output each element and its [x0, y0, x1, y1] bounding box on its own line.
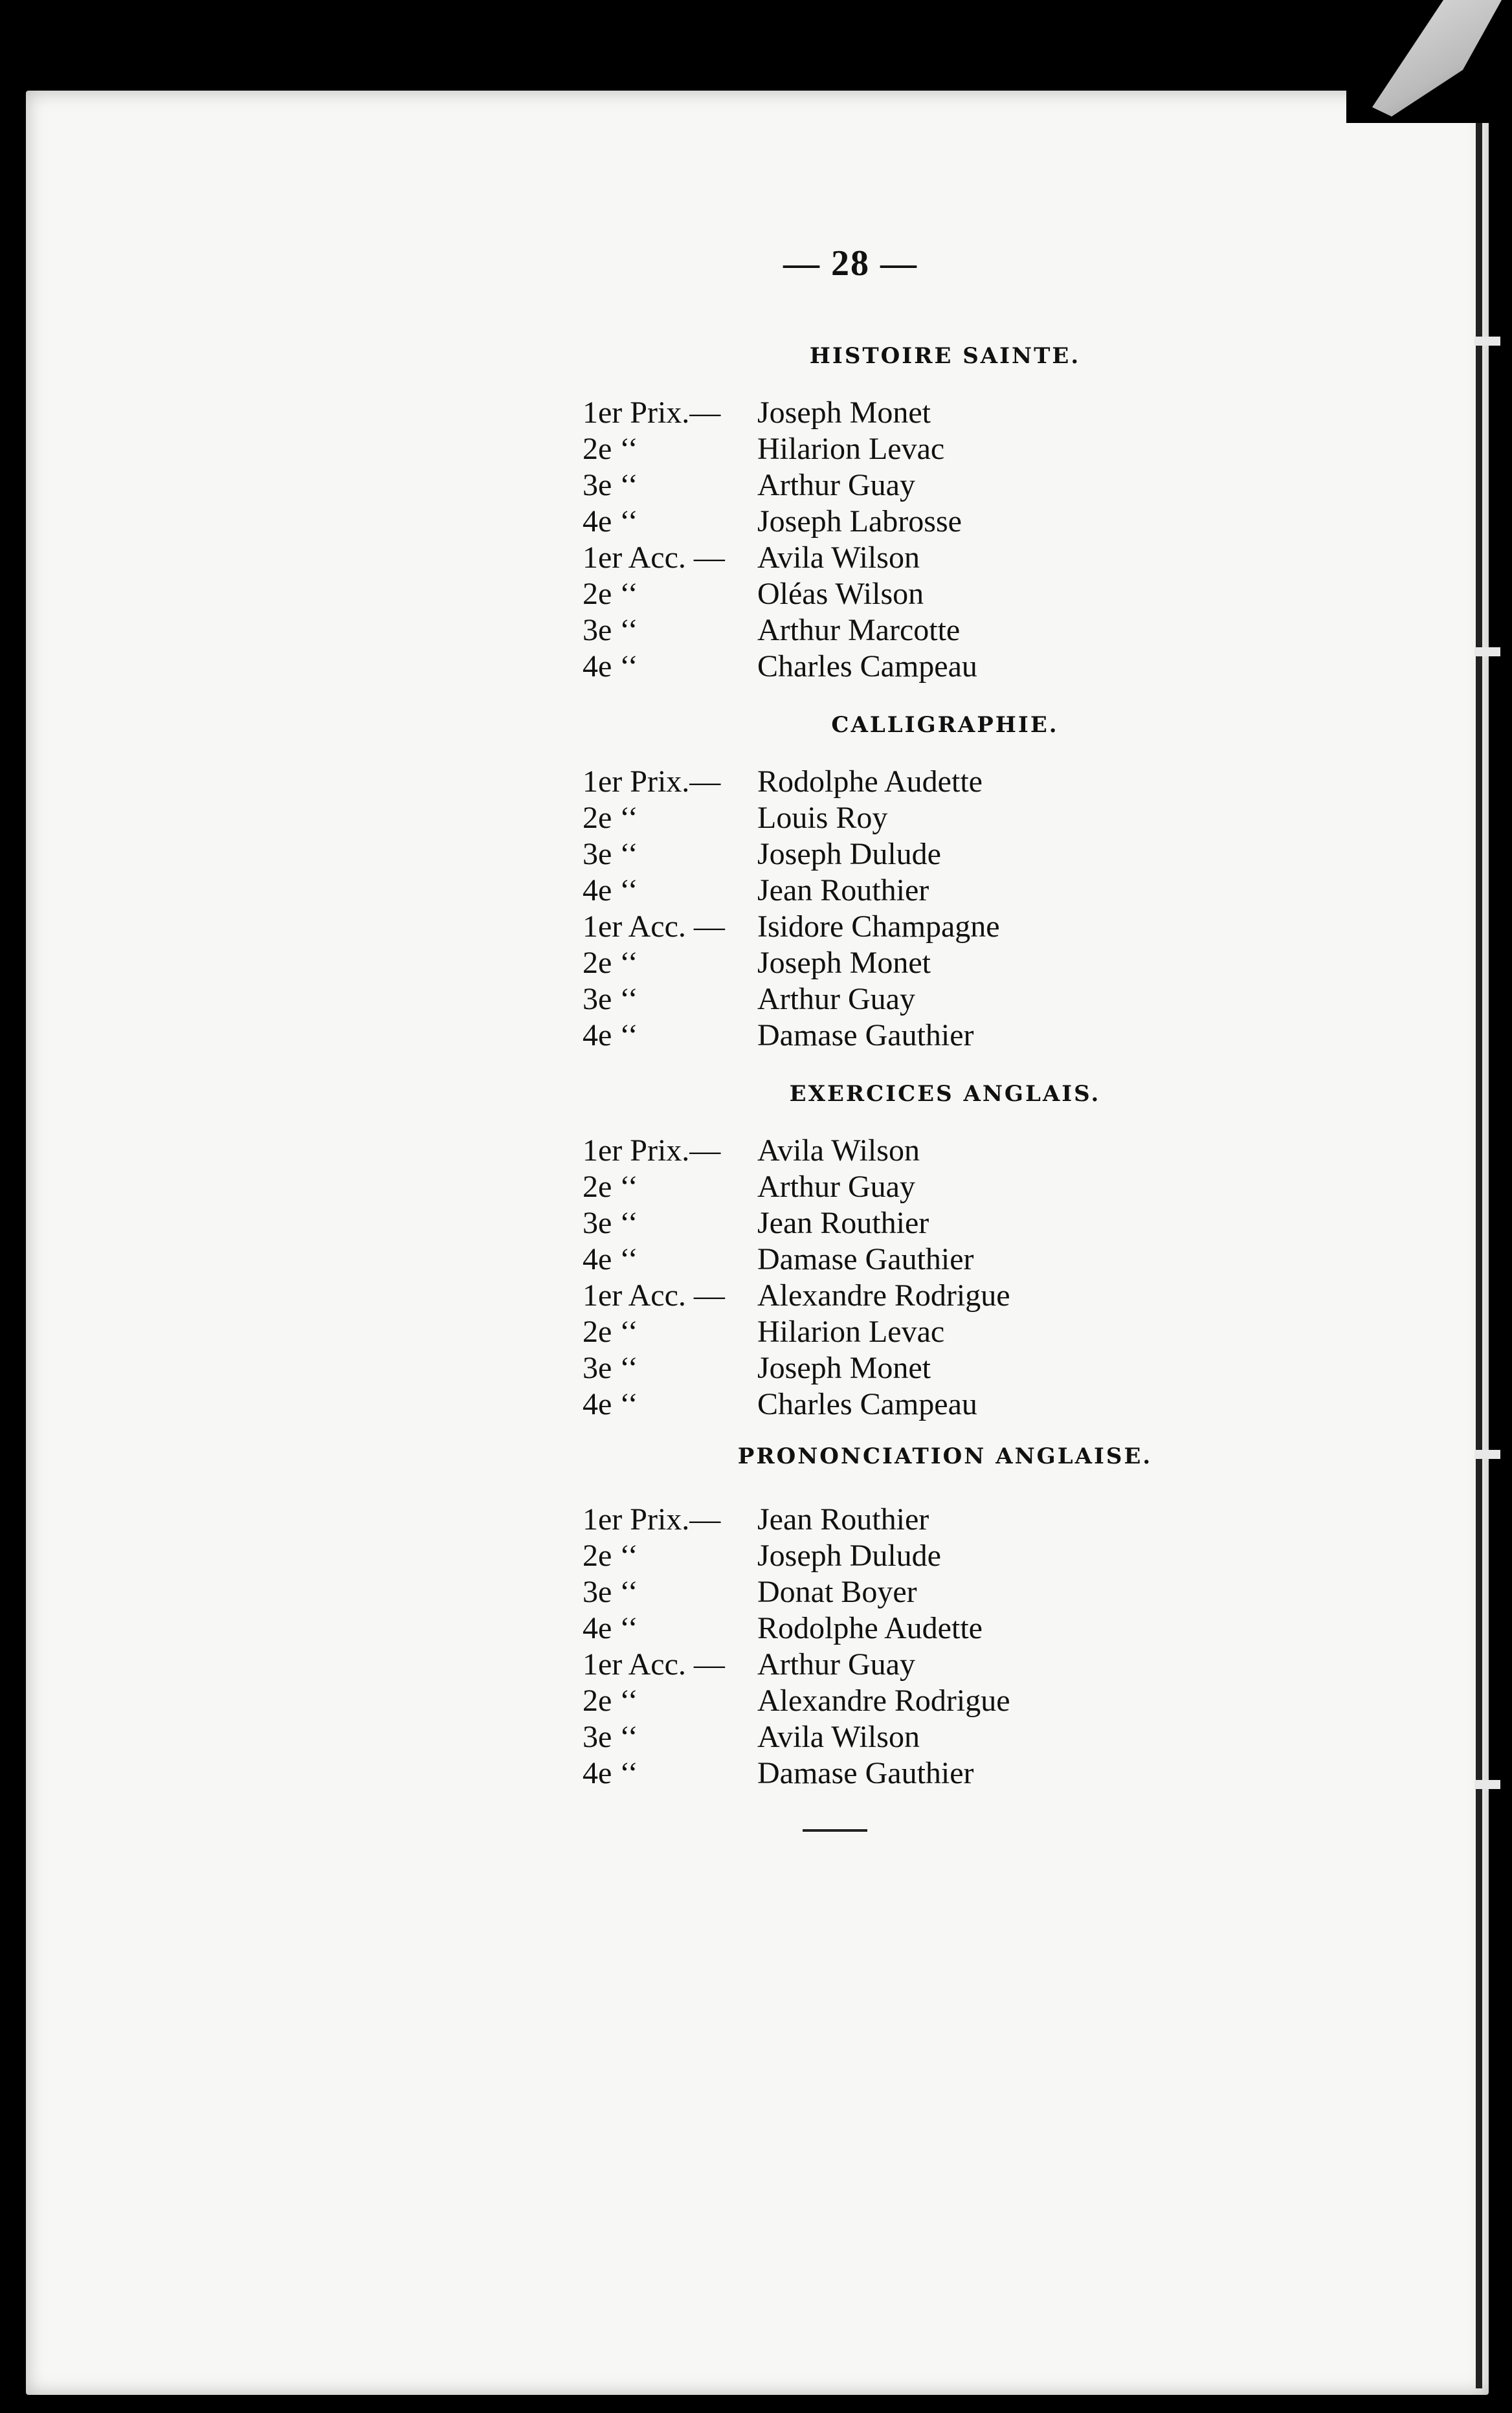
rank-label: 1er Acc. —: [583, 909, 725, 944]
rank-label: 4e ‘‘: [583, 1018, 638, 1052]
section-title: HISTOIRE SAINTE.: [809, 343, 1081, 369]
rank-label: 3e ‘‘: [583, 837, 638, 871]
student-name: Donat Boyer: [757, 1575, 917, 1609]
rank-label: 4e ‘‘: [583, 504, 638, 539]
section-title: PRONONCIATION ANGLAISE.: [737, 1443, 1153, 1469]
student-name: Joseph Monet: [757, 946, 931, 980]
student-name: Damase Gauthier: [757, 1242, 974, 1276]
student-name: Rodolphe Audette: [757, 764, 983, 799]
rank-label: 4e ‘‘: [583, 1387, 638, 1421]
student-name: Avila Wilson: [757, 540, 920, 575]
rank-label: 2e ‘‘: [583, 432, 638, 466]
rank-label: 2e ‘‘: [583, 1539, 638, 1573]
student-name: Damase Gauthier: [757, 1018, 974, 1052]
rank-label: 3e ‘‘: [583, 1206, 638, 1240]
rank-label: 4e ‘‘: [583, 1611, 638, 1645]
student-name: Arthur Guay: [757, 1647, 915, 1682]
section-title: CALLIGRAPHIE.: [831, 712, 1059, 738]
student-name: Charles Campeau: [757, 649, 977, 684]
student-name: Joseph Dulude: [757, 837, 941, 871]
student-name: Hilarion Levac: [757, 432, 945, 466]
student-name: Joseph Dulude: [757, 1539, 941, 1573]
rank-label: 1er Prix.—: [583, 1133, 721, 1168]
rank-label: 2e ‘‘: [583, 1170, 638, 1204]
rank-label: 4e ‘‘: [583, 649, 638, 684]
student-name: Alexandre Rodrigue: [757, 1278, 1010, 1313]
section-title: EXERCICES ANGLAIS.: [789, 1081, 1101, 1107]
student-name: Arthur Marcotte: [757, 613, 961, 647]
student-name: Avila Wilson: [757, 1720, 920, 1754]
rank-label: 3e ‘‘: [583, 1720, 638, 1754]
student-name: Avila Wilson: [757, 1133, 920, 1168]
student-name: Damase Gauthier: [757, 1756, 974, 1790]
rank-label: 1er Prix.—: [583, 764, 721, 799]
rank-label: 3e ‘‘: [583, 1351, 638, 1385]
student-name: Jean Routhier: [757, 873, 929, 907]
page-number: — 28 —: [783, 243, 918, 284]
student-name: Isidore Champagne: [757, 909, 1000, 944]
student-name: Joseph Labrosse: [757, 504, 962, 539]
student-name: Alexandre Rodrigue: [757, 1684, 1010, 1718]
rank-label: 2e ‘‘: [583, 1684, 638, 1718]
student-name: Arthur Guay: [757, 982, 915, 1016]
rank-label: 2e ‘‘: [583, 1315, 638, 1349]
rank-label: 1er Prix.—: [583, 395, 721, 430]
rank-label: 2e ‘‘: [583, 801, 638, 835]
rank-label: 4e ‘‘: [583, 1242, 638, 1276]
student-name: Hilarion Levac: [757, 1315, 945, 1349]
rank-label: 3e ‘‘: [583, 1575, 638, 1609]
rank-label: 3e ‘‘: [583, 613, 638, 647]
student-name: Oléas Wilson: [757, 577, 924, 611]
student-name: Charles Campeau: [757, 1387, 977, 1421]
rank-label: 3e ‘‘: [583, 468, 638, 502]
rank-label: 3e ‘‘: [583, 982, 638, 1016]
student-name: Jean Routhier: [757, 1206, 929, 1240]
rank-label: 1er Acc. —: [583, 1278, 725, 1313]
student-name: Joseph Monet: [757, 395, 931, 430]
student-name: Louis Roy: [757, 801, 888, 835]
rank-label: 4e ‘‘: [583, 1756, 638, 1790]
rank-label: 4e ‘‘: [583, 873, 638, 907]
student-name: Arthur Guay: [757, 468, 915, 502]
student-name: Joseph Monet: [757, 1351, 931, 1385]
student-name: Rodolphe Audette: [757, 1611, 983, 1645]
rank-label: 2e ‘‘: [583, 577, 638, 611]
rank-label: 1er Acc. —: [583, 1647, 725, 1682]
student-name: Arthur Guay: [757, 1170, 915, 1204]
student-name: Jean Routhier: [757, 1502, 929, 1537]
rank-label: 1er Prix.—: [583, 1502, 721, 1537]
rank-label: 2e ‘‘: [583, 946, 638, 980]
closing-rule: [803, 1829, 867, 1832]
rank-label: 1er Acc. —: [583, 540, 725, 575]
